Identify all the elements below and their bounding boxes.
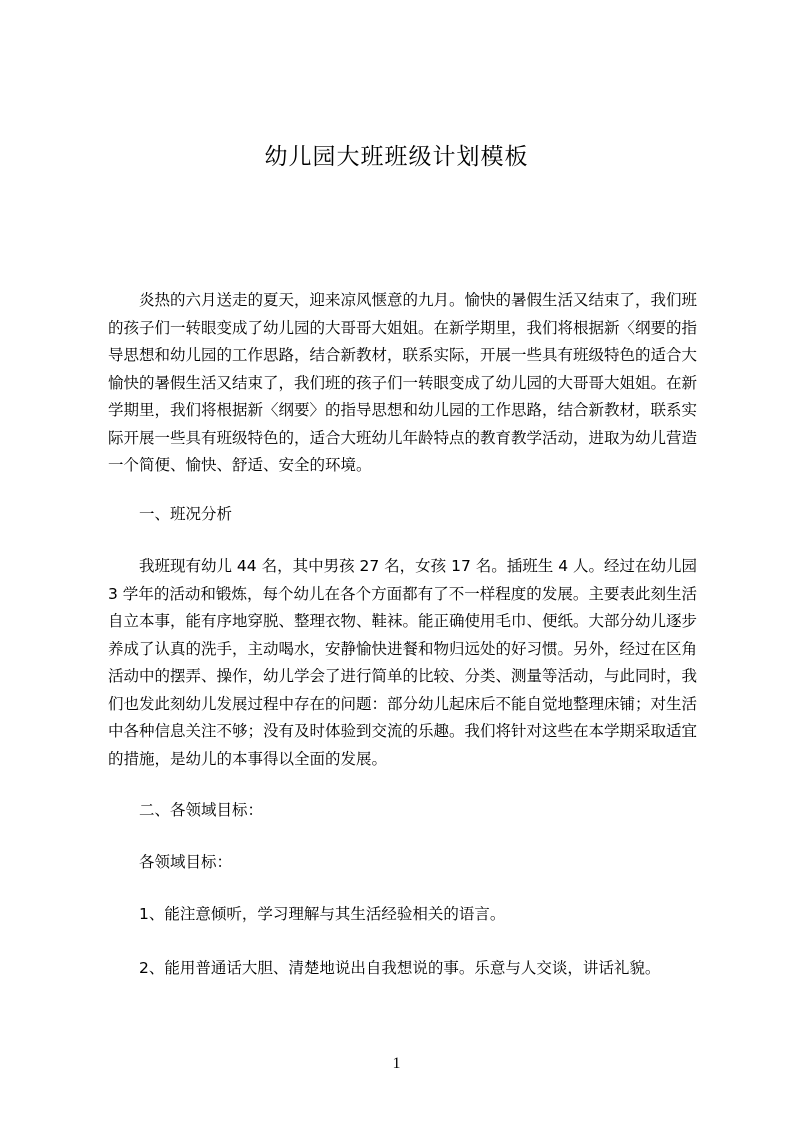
document-title: 幼儿园大班班级计划模板: [264, 144, 529, 170]
goal-item: 2、能用普通话大胆、清楚地说出自我想说的事。乐意与人交谈，讲话礼貌。: [139, 959, 661, 977]
section-heading-class-analysis: 一、班况分析: [139, 505, 233, 523]
section-heading-domain-goals: 二、各领域目标：: [139, 801, 264, 819]
subheading-domain-goals: 各领域目标：: [139, 853, 233, 871]
intro-paragraph: 炎热的六月送走的夏天，迎来凉风惬意的九月。愉快的暑假生活又结束了，我们班的孩子们一转眼变成了幼儿园的大哥哥大姐姐。在新学期里，我们将根据新〈纲要的指导思想和幼儿园的工作思路，结合新教材，联系实际，开展一些具有班级特色的适合大愉快的暑假生活又结束了，我们班的孩子们一转眼变成了幼儿园的大哥哥大姐姐。在新学期里，我们将根据新〈纲要〉的指导思想和幼儿园的工作思路，结合新教材，联系实际开展一些具有班级特色的，适合大班幼儿年龄特点的教育教学活动，进取为幼儿营造一个简便、愉快、舒适、安全的环境。: [108, 291, 698, 474]
goal-item: 1、能注意倾听，学习理解与其生活经验相关的语言。: [139, 905, 506, 923]
class-analysis-paragraph: 我班现有幼儿 44 名，其中男孩 27 名，女孩 17 名。插班生 4 人。经过在幼儿园 3 学年的活动和锻炼，每个幼儿在各个方面都有了不一样程度的发展。主要表此刻生活自立本事，能有序地穿脱、整理衣物、鞋袜。能正确使用毛巾、便纸。大部分幼儿逐步养成了认真的洗手，主动喝水，安静愉快进餐和物归远处的好习惯。另外，经过在区角活动中的摆弄、操作，幼儿学会了进行简单的比较、分类、测量等活动，与此同时，我们也发此刻幼儿发展过程中存在的问题：部分幼儿起床后不能自觉地整理床铺；对生活中各种信息关注不够；没有及时体验到交流的乐趣。我们将针对这些在本学期采取适宜的措施，是幼儿的本事得以全面的发展。: [108, 557, 698, 768]
page-number: 1: [392, 1055, 401, 1072]
